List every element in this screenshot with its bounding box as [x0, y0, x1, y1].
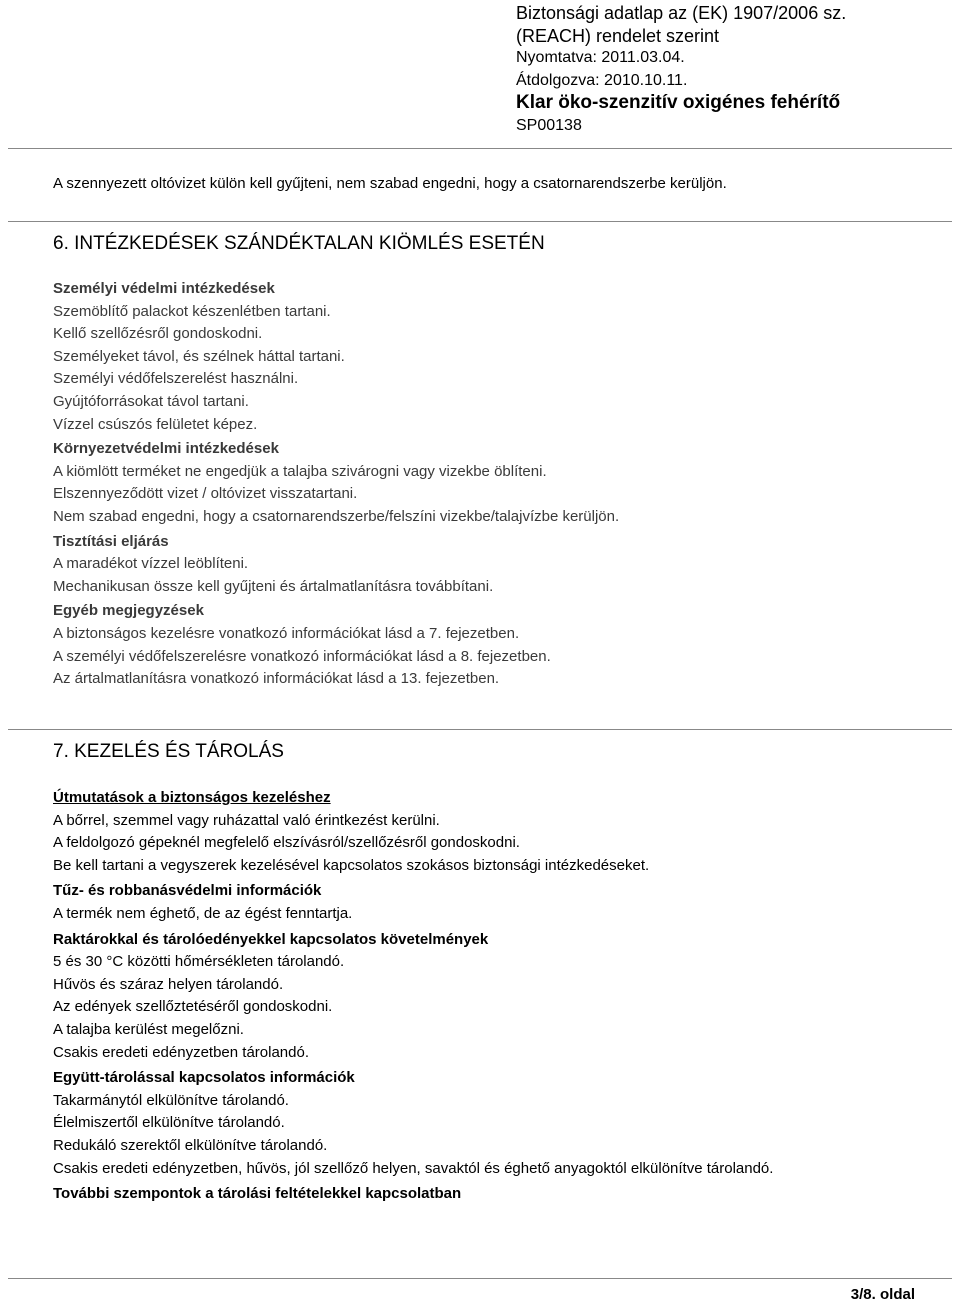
- section-7-title: 7. KEZELÉS ÉS TÁROLÁS: [53, 741, 284, 762]
- text-line: Az edények szellőztetéséről gondoskodni.: [53, 998, 333, 1016]
- text-line: Gyújtóforrásokat távol tartani.: [53, 392, 249, 410]
- fire-heading: Tűz- és robbanásvédelmi információk: [53, 882, 322, 900]
- intro-text: [53, 173, 933, 196]
- text-line: Redukáló szerektől elkülönítve tárolandó.: [53, 1136, 328, 1154]
- text-line: Vízzel csúszós felületet képez.: [53, 415, 258, 433]
- text-line: Személyi védőfelszerelést használni.: [53, 370, 299, 388]
- regulation-title-line2: (REACH) rendelet szerint: [516, 25, 720, 46]
- text-line: Csakis eredeti edényzetben tárolandó.: [53, 1043, 309, 1061]
- text-line: Élelmiszertől elkülönítve tárolandó.: [53, 1114, 285, 1132]
- text-line: Személyeket távol, és szélnek háttal tartani.: [53, 347, 345, 365]
- other-heading: Egyéb megjegyzések: [53, 602, 204, 620]
- text-line: 5 és 30 °C közötti hőmérsékleten tárolandó.: [53, 953, 345, 971]
- footer-divider: [8, 1278, 952, 1279]
- section-divider: [8, 221, 952, 222]
- text-line: A biztonságos kezelésre vonatkozó információkat lásd a 7. fejezetben.: [53, 624, 520, 642]
- text-line: Hűvös és száraz helyen tárolandó.: [53, 975, 284, 993]
- text-line: Szemöblítő palackot készenlétben tartani.: [53, 302, 331, 320]
- text-line: Nem szabad engedni, hogy a csatornarendszerbe/felszíni vizekbe/talajvízbe kerüljön.: [53, 507, 620, 525]
- text-line: A személyi védőfelszerelésre vonatkozó információkat lásd a 8. fejezetben.: [53, 647, 551, 665]
- text-line: Csakis eredeti edényzetben, hűvös, jól szellőző helyen, savaktól és éghető anyagoktól elkülönítve tárolandó.: [53, 1159, 774, 1177]
- handling-heading: Útmutatások a biztonságos kezeléshez: [53, 789, 331, 806]
- section-6-body: [53, 278, 933, 691]
- product-name: Klar öko-szenzitív oxigénes fehérítő: [516, 92, 841, 113]
- text-line: A bőrrel, szemmel vagy ruházattal való érintkezést kerülni.: [53, 811, 440, 829]
- cleaning-heading: Tisztítási eljárás: [53, 532, 169, 550]
- header-divider: [8, 148, 952, 149]
- joint-storage-heading: Együtt-tárolással kapcsolatos információk: [53, 1069, 355, 1087]
- environmental-heading: Környezetvédelmi intézkedések: [53, 440, 279, 458]
- regulation-title-line1: Biztonsági adatlap az (EK) 1907/2006 sz.: [516, 3, 847, 23]
- text-line: Az ártalmatlanításra vonatkozó információkat lásd a 13. fejezetben.: [53, 670, 500, 688]
- section-divider: [8, 729, 952, 730]
- text-line: A maradékot vízzel leöblíteni.: [53, 555, 249, 573]
- further-heading: További szempontok a tárolási feltételekkel kapcsolatban: [53, 1185, 462, 1203]
- printed-date: Nyomtatva: 2011.03.04.: [516, 49, 685, 66]
- text-line: Be kell tartani a vegyszerek kezelésével kapcsolatos szokásos biztonsági intézkedéseket.: [53, 856, 650, 874]
- personal-heading: Személyi védelmi intézkedések: [53, 280, 275, 297]
- storage-heading: Raktárokkal és tárolóedényekkel kapcsolatos követelmények: [53, 930, 489, 948]
- page-number: 3/8. oldal: [850, 1286, 915, 1303]
- text-line: A kiömlött terméket ne engedjük a talajba szivárogni vagy vizekbe öblíteni.: [53, 462, 547, 480]
- section-7-body: [53, 787, 933, 1206]
- text-line: A termék nem éghető, de az égést fenntartja.: [53, 904, 353, 922]
- document-header: [516, 2, 956, 137]
- text-line: A talajba kerülést megelőzni.: [53, 1020, 244, 1038]
- text-line: Kellő szellőzésről gondoskodni.: [53, 325, 263, 343]
- revised-date: Átdolgozva: 2010.10.11.: [516, 71, 688, 89]
- text-line: Elszennyeződött vizet / oltóvizet visszatartani.: [53, 485, 358, 503]
- text-line: A feldolgozó gépeknél megfelelő elszívásról/szellőzésről gondoskodni.: [53, 834, 520, 852]
- text-line: Takarmánytól elkülönítve tárolandó.: [53, 1091, 289, 1109]
- intro-line: A szennyezett oltóvizet külön kell gyűjteni, nem szabad engedni, hogy a csatornarendszerbe kerüljön.: [53, 175, 727, 192]
- product-code: SP00138: [516, 116, 582, 134]
- section-6-title: 6. INTÉZKEDÉSEK SZÁNDÉKTALAN KIÖMLÉS ESETÉN: [53, 233, 545, 254]
- text-line: Mechanikusan össze kell gyűjteni és ártalmatlanításra továbbítani.: [53, 577, 494, 595]
